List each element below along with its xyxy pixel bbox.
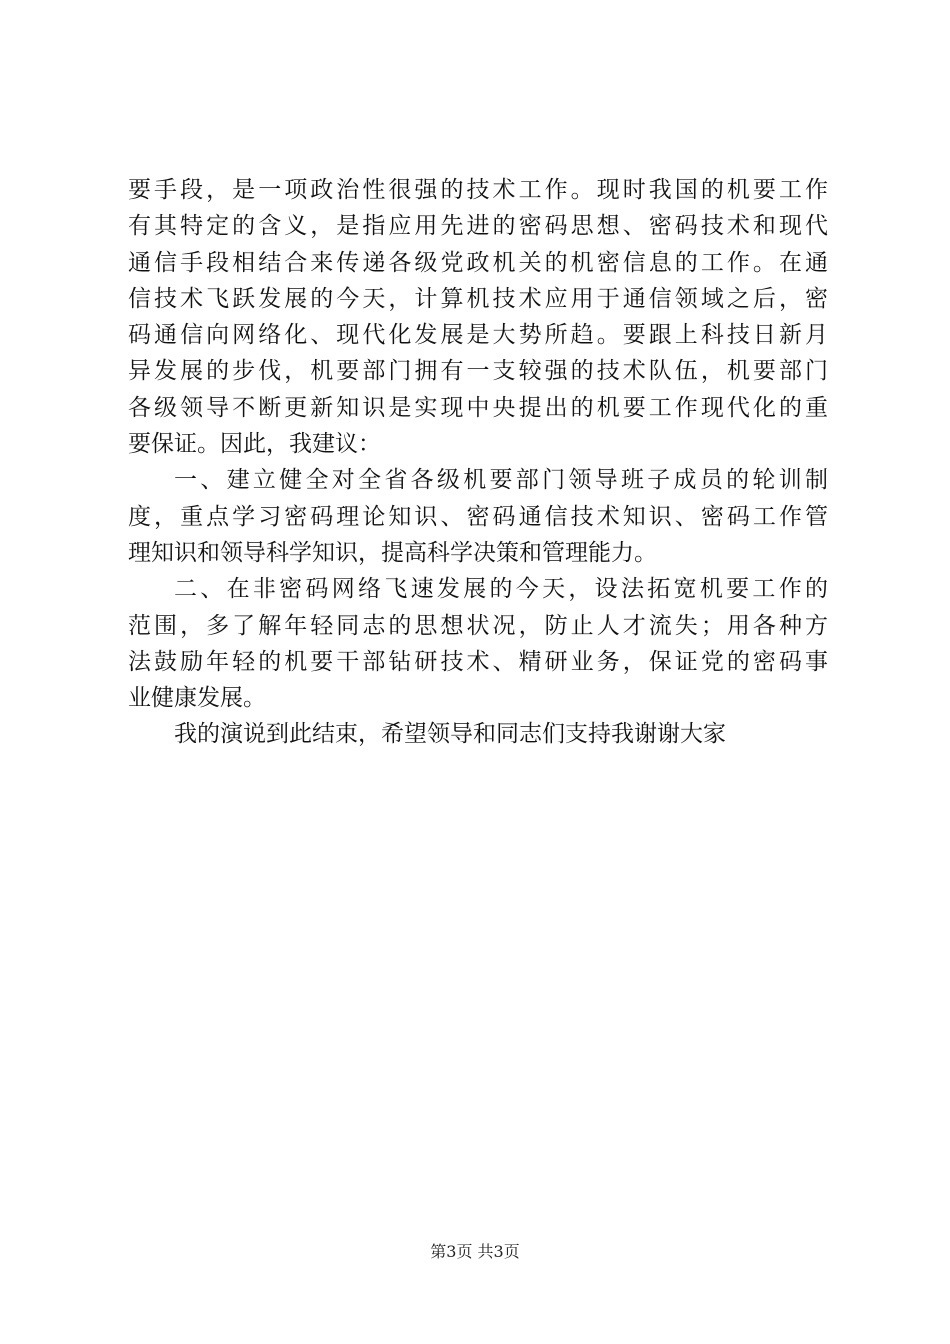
suggestion-two-line: 业健康发展。 xyxy=(128,685,266,712)
suggestion-two-line: 二、在非密码网络飞速发展的今天，设法拓宽机要工作的 xyxy=(174,576,828,603)
page-number-footer: 第3页 共3页 xyxy=(430,1242,520,1261)
paragraph-line: 有其特定的含义，是指应用先进的密码思想、密码技术和现代 xyxy=(128,213,828,240)
paragraph-line: 要保证。因此，我建议： xyxy=(128,431,381,458)
paragraph-line: 码通信向网络化、现代化发展是大势所趋。要跟上科技日新月 xyxy=(128,322,828,349)
paragraph-line: 各级领导不断更新知识是实现中央提出的机要工作现代化的重 xyxy=(128,394,828,421)
suggestion-one-line: 理知识和领导科学知识，提高科学决策和管理能力。 xyxy=(128,539,657,566)
closing-line: 我的演说到此结束，希望领导和同志们支持我谢谢大家 xyxy=(174,721,726,748)
paragraph-line: 异发展的步伐，机要部门拥有一支较强的技术队伍，机要部门 xyxy=(128,358,828,385)
suggestion-one-line: 一、建立健全对全省各级机要部门领导班子成员的轮训制 xyxy=(174,467,828,494)
paragraph-line: 信技术飞跃发展的今天，计算机技术应用于通信领域之后，密 xyxy=(128,285,828,312)
paragraph-line: 通信手段相结合来传递各级党政机关的机密信息的工作。在通 xyxy=(128,249,828,276)
suggestion-two-line: 法鼓励年轻的机要干部钻研技术、精研业务，保证党的密码事 xyxy=(128,648,828,675)
paragraph-line: 要手段，是一项政治性很强的技术工作。现时我国的机要工作 xyxy=(128,177,828,203)
suggestion-one-line: 度，重点学习密码理论知识、密码通信技术知识、密码工作管 xyxy=(128,503,828,530)
document-body xyxy=(128,172,828,753)
suggestion-two-line: 范围，多了解年轻同志的思想状况，防止人才流失；用各种方 xyxy=(128,612,828,639)
